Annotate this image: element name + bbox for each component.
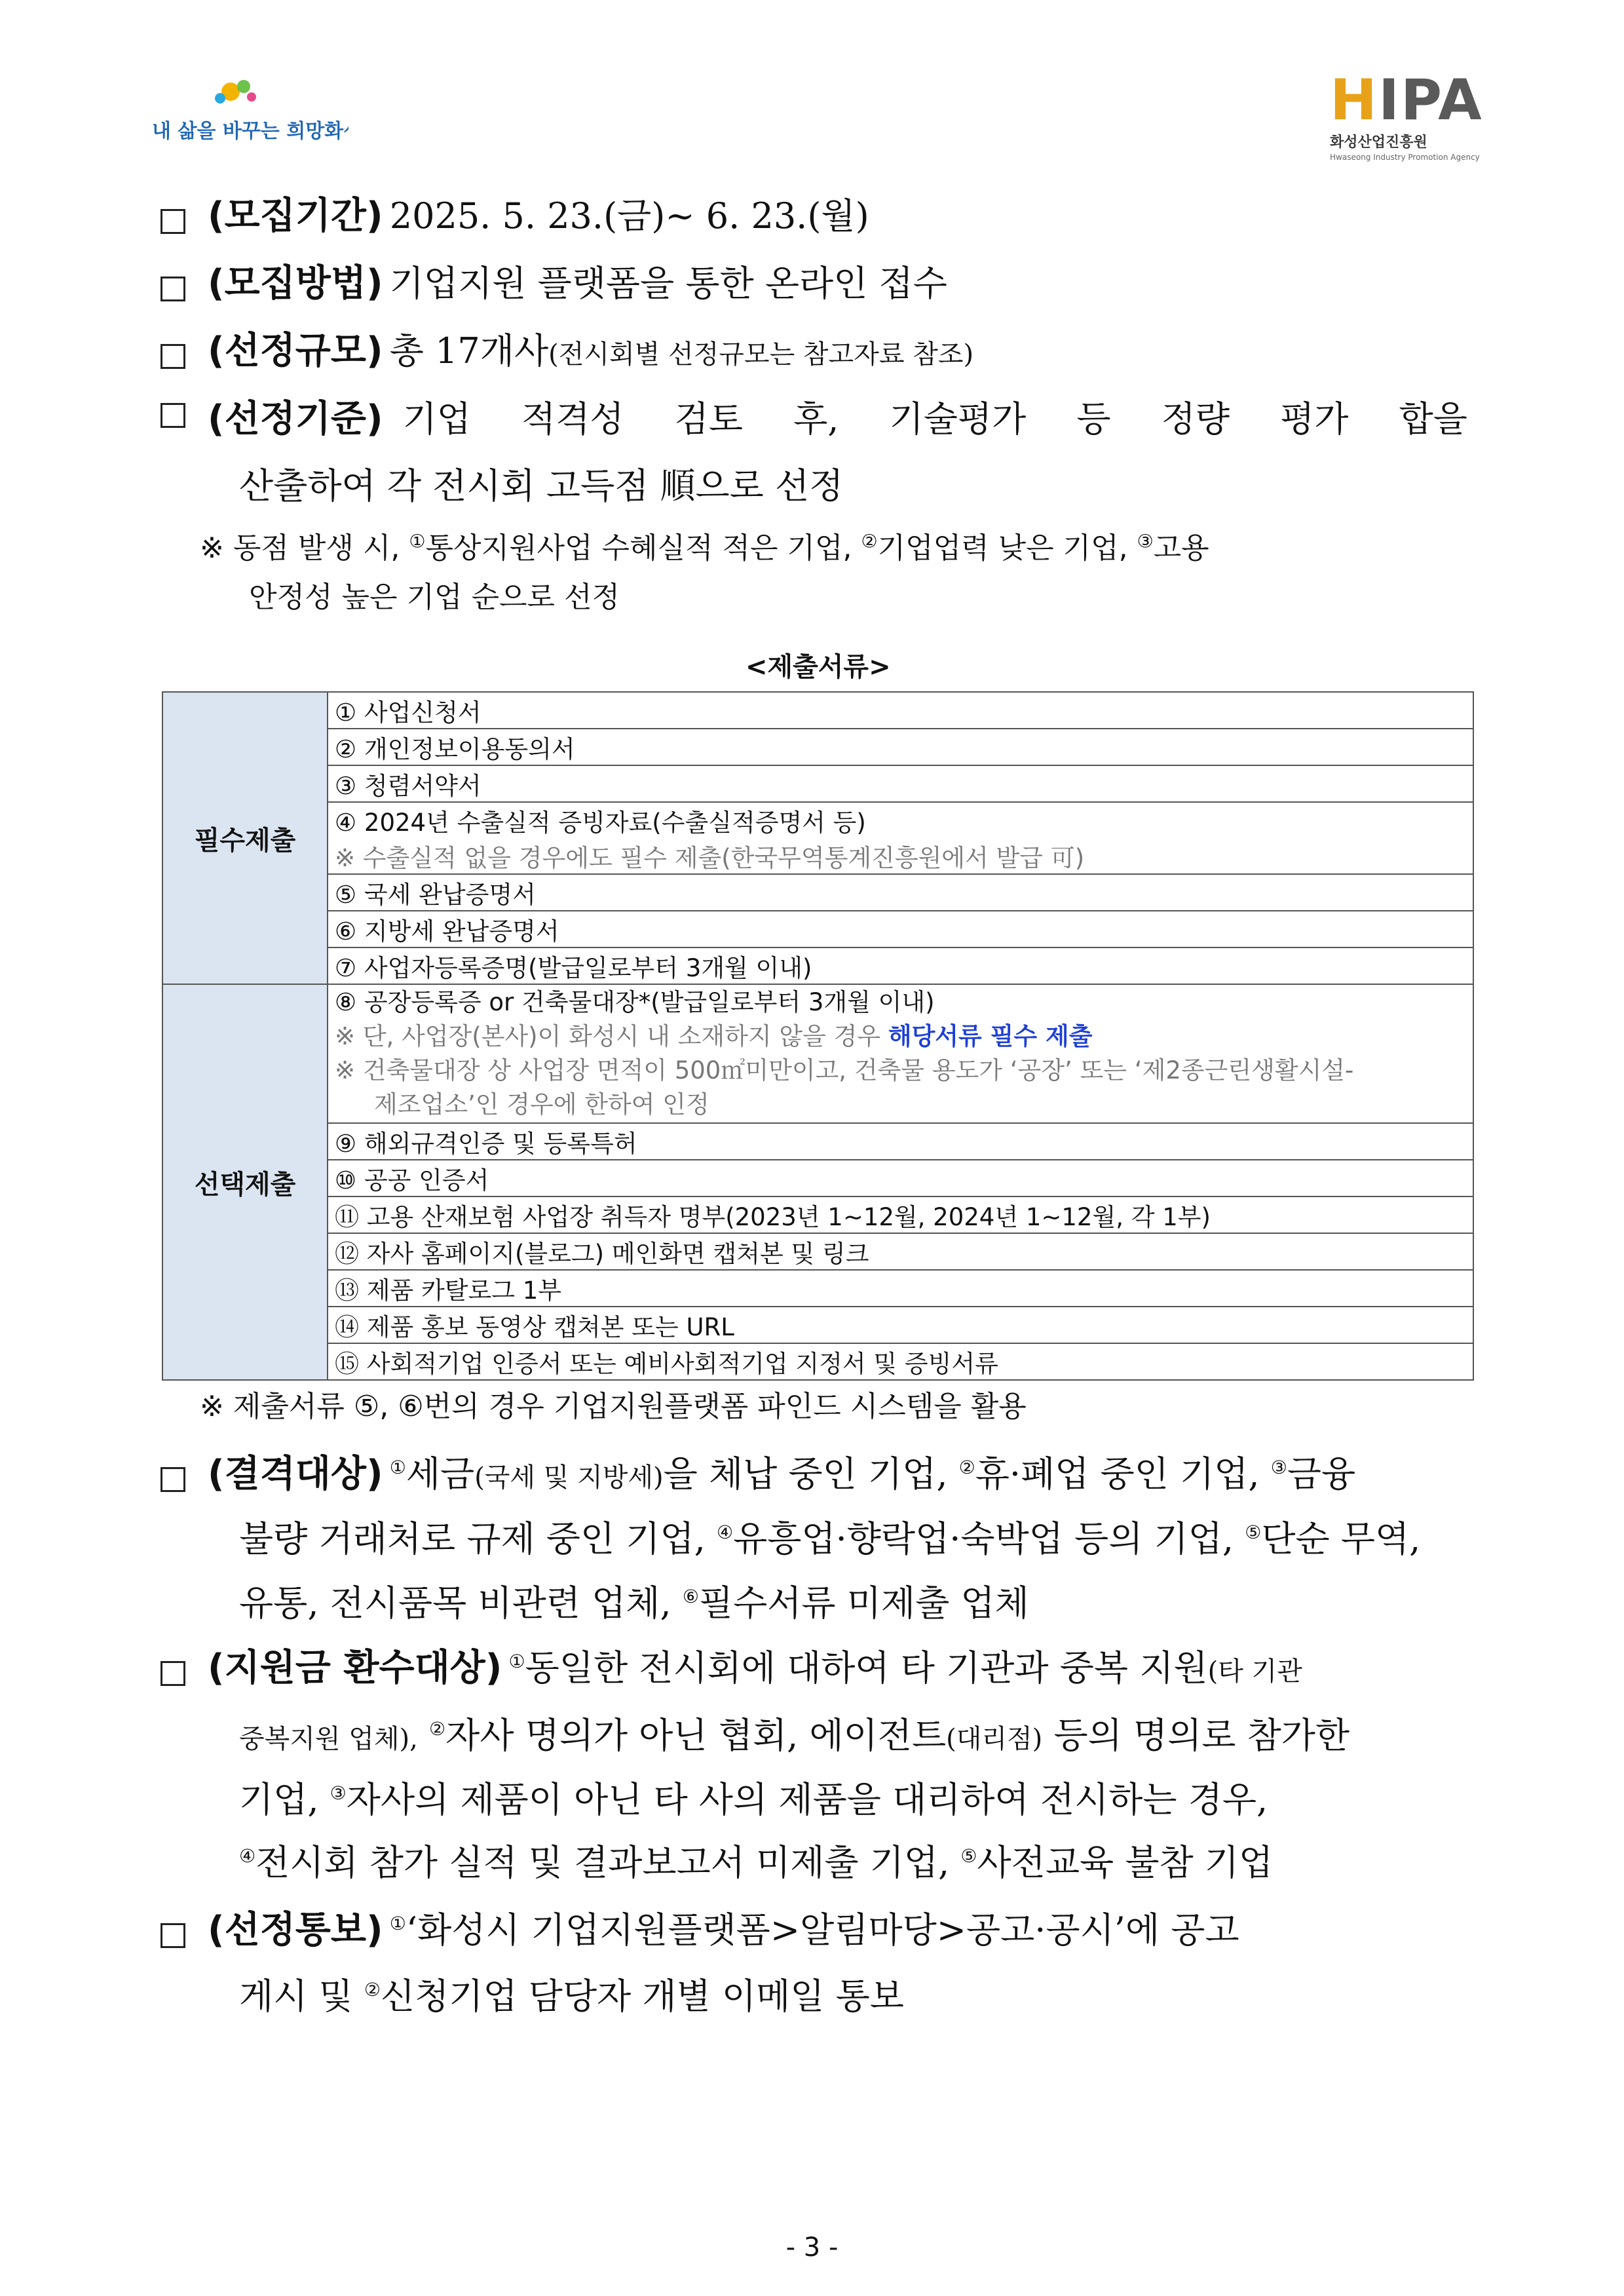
refund-line4 xyxy=(239,1842,1274,1883)
hwaseong-logo xyxy=(152,72,349,151)
doc-item: ⑦ 사업자등록증명(발급일로부터 3개월 이내) xyxy=(328,947,1473,984)
criteria-note xyxy=(200,530,1209,565)
text: 동일한 전시회에 대하여 타 기관과 중복 지원 xyxy=(525,1647,1208,1689)
section-scale xyxy=(161,330,974,373)
checkbox-icon xyxy=(161,277,185,301)
refund-line3 xyxy=(239,1779,1268,1820)
doc-item-note: ※ 건축물대장 상 사업장 면적이 500㎡미만이고, 건축물 용도가 ‘공장’ 또는 ‘제2종근린생활시설- xyxy=(335,1056,1354,1084)
table-row xyxy=(162,947,1473,984)
doc-item: ⑥ 지방세 완납증명서 xyxy=(328,911,1473,947)
logo-left-text: 내 삶을 바꾸는 희망화성 xyxy=(152,120,349,143)
text: 휴·폐업 중인 기업, xyxy=(975,1453,1260,1495)
doc-item: ① 사업신청서 xyxy=(328,692,1473,729)
word: 합을 xyxy=(1399,398,1467,440)
section-refund xyxy=(161,1647,1302,1690)
criteria-line2: 산출하여 각 전시회 고득점 順으로 선정 xyxy=(239,465,844,507)
doc-item: ⑮ 사회적기업 인증서 또는 예비사회적기업 지정서 및 증빙서류 xyxy=(328,1343,1473,1380)
criteria-line1 xyxy=(402,398,1467,440)
doc-item: ⑤ 국세 완납증명서 xyxy=(328,874,1473,911)
text: 단순 무역, xyxy=(1261,1518,1421,1559)
criteria-note-line2: 안정성 높은 기업 순으로 선정 xyxy=(249,581,620,614)
circled-num: ① xyxy=(389,1913,406,1934)
section-title: (선정기준) xyxy=(208,398,383,440)
circled-num: ③ xyxy=(1270,1457,1287,1478)
table-row xyxy=(162,984,1473,1123)
word: 기술평가 xyxy=(889,398,1027,440)
checkbox-icon xyxy=(161,1467,185,1492)
doc-item-text: ⑧ 공장등록증 or 건축물대장*(발급일로부터 3개월 이내) xyxy=(335,988,935,1016)
word: 평가 xyxy=(1280,398,1349,440)
circled-num: ① xyxy=(409,530,426,552)
doc-item: ③ 청렴서약서 xyxy=(328,765,1473,802)
section-title: (선정규모) xyxy=(208,330,383,372)
after-table-note: ※ 제출서류 ⑤, ⑥번의 경우 기업지원플랫폼 파인드 시스템을 활용 xyxy=(200,1390,1027,1423)
doc-item xyxy=(328,802,1473,874)
text: 자사의 제품이 아닌 타 사의 제품을 대리하여 전시하는 경우, xyxy=(346,1779,1268,1820)
word: 정량 xyxy=(1161,398,1230,440)
table-row xyxy=(162,729,1473,765)
section-text: 2025. 5. 23.(금)~ 6. 23.(월) xyxy=(389,195,869,237)
text: 전시회 참가 실적 및 결과보고서 미제출 기업, xyxy=(255,1842,950,1883)
table-caption: <제출서류> xyxy=(746,652,891,682)
text: 유통, 전시품목 비관련 업체, xyxy=(239,1582,671,1624)
circled-num: ① xyxy=(389,1457,406,1478)
section-text: 기업지원 플랫폼을 통한 온라인 접수 xyxy=(389,263,947,304)
doc-item-note: 제조업소’인 경우에 한하여 인정 xyxy=(374,1090,709,1119)
refund-line2 xyxy=(239,1715,1350,1756)
text: 기업, xyxy=(239,1779,319,1820)
checkbox-icon xyxy=(161,209,185,234)
small-text: (대리점) xyxy=(946,1724,1043,1754)
circled-num: ② xyxy=(958,1457,975,1478)
disqualify-line2 xyxy=(239,1518,1421,1559)
notify-line2 xyxy=(239,1976,904,2017)
note-text: 기업업력 낮은 기업, xyxy=(877,531,1128,565)
table-row xyxy=(162,692,1473,729)
word: 기업 xyxy=(402,398,471,440)
circled-num: ① xyxy=(508,1651,525,1672)
text: 게시 및 xyxy=(239,1976,353,2017)
text: 필수서류 미제출 업체 xyxy=(698,1582,1029,1624)
optional-label: 선택제출 xyxy=(162,984,328,1380)
hipa-mark: HIPA xyxy=(1330,67,1483,133)
required-label: 필수제출 xyxy=(162,692,328,984)
section-title: (모집기간) xyxy=(208,195,383,237)
circled-num: ⑥ xyxy=(682,1586,699,1607)
doc-item: ⑩ 공공 인증서 xyxy=(328,1160,1473,1196)
section-title: (지원금 환수대상) xyxy=(208,1647,502,1689)
circled-num: ③ xyxy=(1137,530,1154,552)
note-text: ※ 단, 사업장(본사)이 화성시 내 소재하지 않을 경우 xyxy=(335,1022,881,1050)
text: 등의 명의로 참가한 xyxy=(1053,1715,1350,1756)
text: 세금 xyxy=(406,1453,475,1495)
table-row xyxy=(162,1233,1473,1270)
page-number: - 3 - xyxy=(785,2232,839,2263)
circled-num: ⑤ xyxy=(960,1845,977,1867)
circled-num: ② xyxy=(429,1718,446,1740)
small-text: 중복지원 업체), xyxy=(239,1724,418,1754)
table-row xyxy=(162,802,1473,874)
checkbox-icon xyxy=(161,1661,185,1686)
note-text: 통상지원사업 수혜실적 적은 기업, xyxy=(425,531,852,565)
section-disqualify xyxy=(161,1453,1356,1496)
word: 적격성 xyxy=(521,398,624,440)
note-text: ※ 동점 발생 시, xyxy=(200,531,400,565)
table-row xyxy=(162,1270,1473,1307)
checkbox-icon xyxy=(161,1923,185,1948)
section-title: (결격대상) xyxy=(208,1453,383,1495)
word: 등 xyxy=(1076,398,1111,440)
doc-item: ⑪ 고용 산재보험 사업장 취득자 명부(2023년 1~12월, 2024년 1~12월, 각 1부) xyxy=(328,1196,1473,1233)
note-text: 고용 xyxy=(1153,531,1209,565)
table-row xyxy=(162,911,1473,947)
doc-item xyxy=(328,984,1473,1123)
doc-item-note: ※ 수출실적 없을 경우에도 필수 제출(한국무역통계진흥원에서 발급 可) xyxy=(335,844,1085,872)
text: 사전교육 불참 기업 xyxy=(977,1842,1274,1883)
section-criteria xyxy=(161,398,1467,440)
section-period xyxy=(161,195,869,238)
text: 불량 거래처로 규제 중인 기업, xyxy=(239,1518,706,1559)
section-text: 총 17개사 xyxy=(389,330,549,372)
text: ‘화성시 기업지원플랫폼>알림마당>공고·공시’에 공고 xyxy=(406,1909,1239,1951)
hipa-name: 화성산업진흥원 xyxy=(1330,134,1427,151)
checkbox-icon xyxy=(161,344,185,369)
circled-num: ⑤ xyxy=(1245,1521,1262,1543)
doc-item: ⑬ 제품 카탈로그 1부 xyxy=(328,1270,1473,1307)
small-text: (국세 및 지방세) xyxy=(474,1463,664,1493)
circled-num: ③ xyxy=(330,1782,347,1804)
circled-num: ④ xyxy=(239,1845,256,1867)
circled-num: ② xyxy=(861,530,878,552)
text: 신청기업 담당자 개별 이메일 통보 xyxy=(380,1976,904,2017)
word: 후, xyxy=(793,398,839,440)
circled-num: ④ xyxy=(716,1521,734,1543)
section-small-text: (전시회별 선정규모는 참고자료 참조) xyxy=(548,339,974,370)
text: 자사 명의가 아닌 협회, 에이전트 xyxy=(445,1715,947,1756)
note-emphasis: 해당서류 필수 제출 xyxy=(888,1022,1093,1050)
hipa-logo xyxy=(1330,67,1483,170)
documents-table xyxy=(162,691,1474,1381)
table-row xyxy=(162,1343,1473,1380)
table-row xyxy=(162,1196,1473,1233)
table-row xyxy=(162,874,1473,911)
circled-num: ② xyxy=(364,1979,381,2000)
doc-item: ⑭ 제품 홍보 동영상 캡쳐본 또는 URL xyxy=(328,1307,1473,1343)
doc-item: ⑫ 자사 홈페이지(블로그) 메인화면 캡쳐본 및 링크 xyxy=(328,1233,1473,1270)
text: 을 체납 중인 기업, xyxy=(663,1453,948,1495)
section-notify xyxy=(161,1909,1239,1952)
table-row xyxy=(162,1160,1473,1196)
text: 유흥업·향락업·숙박업 등의 기업, xyxy=(733,1518,1234,1559)
doc-item-note xyxy=(335,1020,1466,1054)
doc-item-text: ④ 2024년 수출실적 증빙자료(수출실적증명서 등) xyxy=(335,809,866,837)
table-row xyxy=(162,1123,1473,1160)
checkbox-icon xyxy=(161,403,185,428)
table-row xyxy=(162,1307,1473,1343)
table-row xyxy=(162,765,1473,802)
doc-item: ② 개인정보이용동의서 xyxy=(328,729,1473,765)
small-text: (타 기관 xyxy=(1207,1656,1302,1687)
text: 금융 xyxy=(1287,1453,1356,1495)
doc-item: ⑨ 해외규격인증 및 등록특허 xyxy=(328,1123,1473,1160)
section-title: (선정통보) xyxy=(208,1909,383,1951)
hipa-eng: Hwaseong Industry Promotion Agency xyxy=(1330,153,1480,162)
word: 검토 xyxy=(674,398,743,440)
section-title: (모집방법) xyxy=(208,262,383,305)
disqualify-line3 xyxy=(239,1582,1029,1624)
section-method xyxy=(161,262,947,305)
